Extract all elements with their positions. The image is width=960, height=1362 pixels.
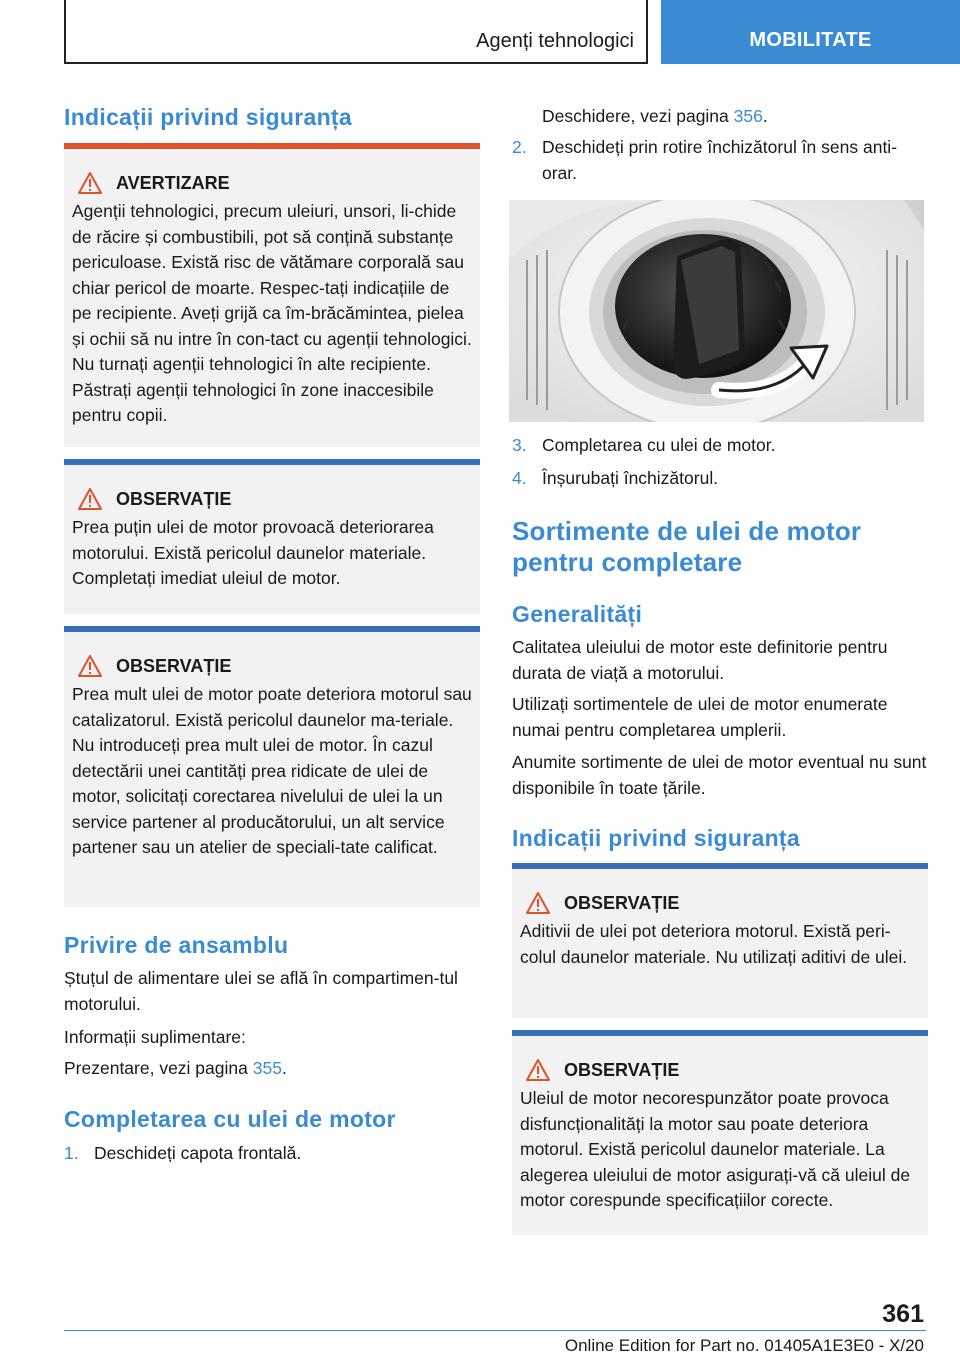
subsection-heading-safety: Indicații privind siguranța xyxy=(512,825,800,851)
overview-reference xyxy=(64,1056,480,1082)
note-title-text: OBSERVAȚIE xyxy=(564,1059,680,1080)
step-number: 2. xyxy=(512,137,527,157)
note-title-text: OBSERVAȚIE xyxy=(564,892,680,913)
section-heading-safety: Indicații privind siguranța xyxy=(64,104,352,130)
section-heading-oil-types: Sortimente de ulei de motor pentru completare xyxy=(512,516,862,577)
section-heading-fill-oil: Completarea cu ulei de motor xyxy=(64,1106,396,1132)
step-number: 4. xyxy=(512,467,527,488)
warning-triangle-icon xyxy=(78,655,102,677)
note-box-too-much-oil xyxy=(64,626,480,907)
list-item xyxy=(64,1141,480,1167)
note-box-too-little-oil xyxy=(64,459,480,614)
reference-text: Prezentare, vezi pagina xyxy=(64,1058,253,1078)
general-paragraph-3: Anumite sortimente de ulei de motor eventual nu sunt disponibile în toate țările. xyxy=(512,752,927,798)
general-paragraph-1: Calitatea uleiului de motor este definitorie pentru durata de viață a motorului. xyxy=(512,637,888,683)
step-number: 1. xyxy=(64,1143,79,1163)
warning-triangle-icon xyxy=(526,892,550,914)
fill-steps-list-end xyxy=(512,433,928,491)
header-section-title: Agenți tehnologici xyxy=(476,30,634,52)
oil-filler-cap-photo xyxy=(509,200,924,422)
step-text: Deschideți capota frontală. xyxy=(94,1143,302,1163)
note-title xyxy=(526,1058,920,1082)
footer-divider xyxy=(64,1330,926,1331)
subsection-heading-general: Generalități xyxy=(512,601,643,627)
page-link-356[interactable]: 356 xyxy=(733,106,763,126)
warning-triangle-icon xyxy=(78,488,102,510)
overview-more-info: Informații suplimentare: xyxy=(64,1027,246,1047)
note-title-text: OBSERVAȚIE xyxy=(116,488,232,509)
step1-continuation xyxy=(512,104,928,130)
warning-title-text: AVERTIZARE xyxy=(116,172,230,193)
page-link-355[interactable]: 355 xyxy=(252,1058,282,1078)
note-title-text: OBSERVAȚIE xyxy=(116,655,232,676)
reference-suffix: . xyxy=(762,106,768,126)
step-number: 3. xyxy=(512,435,527,455)
reference-text: Deschidere, vezi pagina xyxy=(542,106,734,126)
note-text: Prea puțin ulei de motor provoacă deteriorarea motorului. Există pericolul daunelor materiale. Completați imediat uleiul de motor. xyxy=(72,517,434,588)
note-title xyxy=(526,891,920,915)
fill-steps-list xyxy=(64,1141,480,1167)
fill-steps-list-cont xyxy=(512,135,928,186)
warning-text: Agenții tehnologici, precum uleiuri, unsori, li-chide de răcire și combustibili, pot să conțină substanțe periculoase. Există risc de vătămare corporală sau chiar pericol de moarte. Respec-tați indicațiile de pe recipiente. Aveți grijă ca îm-brăcămintea, pielea și ochii să nu intre în con-tact cu agenții tehnologici. Nu turnați agenții tehnologici în alte recipiente. Păstrați agenții tehnologici în zone inaccesibile pentru copii. xyxy=(72,201,472,425)
oil-cap-illustration xyxy=(509,200,924,422)
list-item xyxy=(512,466,928,492)
section-heading-overview: Privire de ansamblu xyxy=(64,932,289,958)
note-text: Prea mult ulei de motor poate deteriora motorul sau catalizatorul. Există pericolul daunelor ma-teriale. Nu introduceți prea mult ulei de motor. În cazul detectării unei cantități prea ridicate de ulei de motor, solicitați corectarea nivelului de ulei la un service partener al producătorului, un alt service partener sau un atelier de speciali-tate calificat. xyxy=(72,684,472,857)
warning-box xyxy=(64,143,480,447)
note-text: Uleiul de motor necorespunzător poate provoca disfuncționalități la motor sau poate deteriora motorul. Există pericolul daunelor materiale. La alegerea uleiului de motor asigurați-vă că uleiul de motor corespunde specificațiilor corecte. xyxy=(520,1088,911,1210)
note-text: Aditivii de ulei pot deteriora motorul. Există peri-colul daunelor materiale. Nu utilizați aditivi de ulei. xyxy=(520,921,908,967)
footer-edition: Online Edition for Part no. 01405A1E3E0 - X/20 xyxy=(564,1336,924,1355)
step-text: Deschideți prin rotire închizătorul în sens anti-orar. xyxy=(542,137,898,183)
warning-triangle-icon xyxy=(526,1059,550,1081)
warning-title xyxy=(78,171,472,195)
note-title xyxy=(78,654,472,678)
list-item xyxy=(512,135,928,186)
page-number: 361 xyxy=(882,1300,924,1328)
reference-suffix: . xyxy=(281,1058,287,1078)
step-text: Completarea cu ulei de motor. xyxy=(542,435,776,455)
warning-triangle-icon xyxy=(78,172,102,194)
list-item xyxy=(512,433,928,459)
note-box-wrong-oil xyxy=(512,1030,928,1235)
note-title xyxy=(78,487,472,511)
general-paragraph-2: Utilizați sortimentele de ulei de motor enumerate numai pentru completarea umplerii. xyxy=(512,694,888,740)
step-text: Înșurubați închizătorul. xyxy=(542,467,719,488)
overview-paragraph: Ștuțul de alimentare ulei se află în compartimen-tul motorului. xyxy=(64,968,458,1014)
header-chapter-tab: MOBILITATE xyxy=(661,0,960,64)
note-box-additives xyxy=(512,863,928,1018)
